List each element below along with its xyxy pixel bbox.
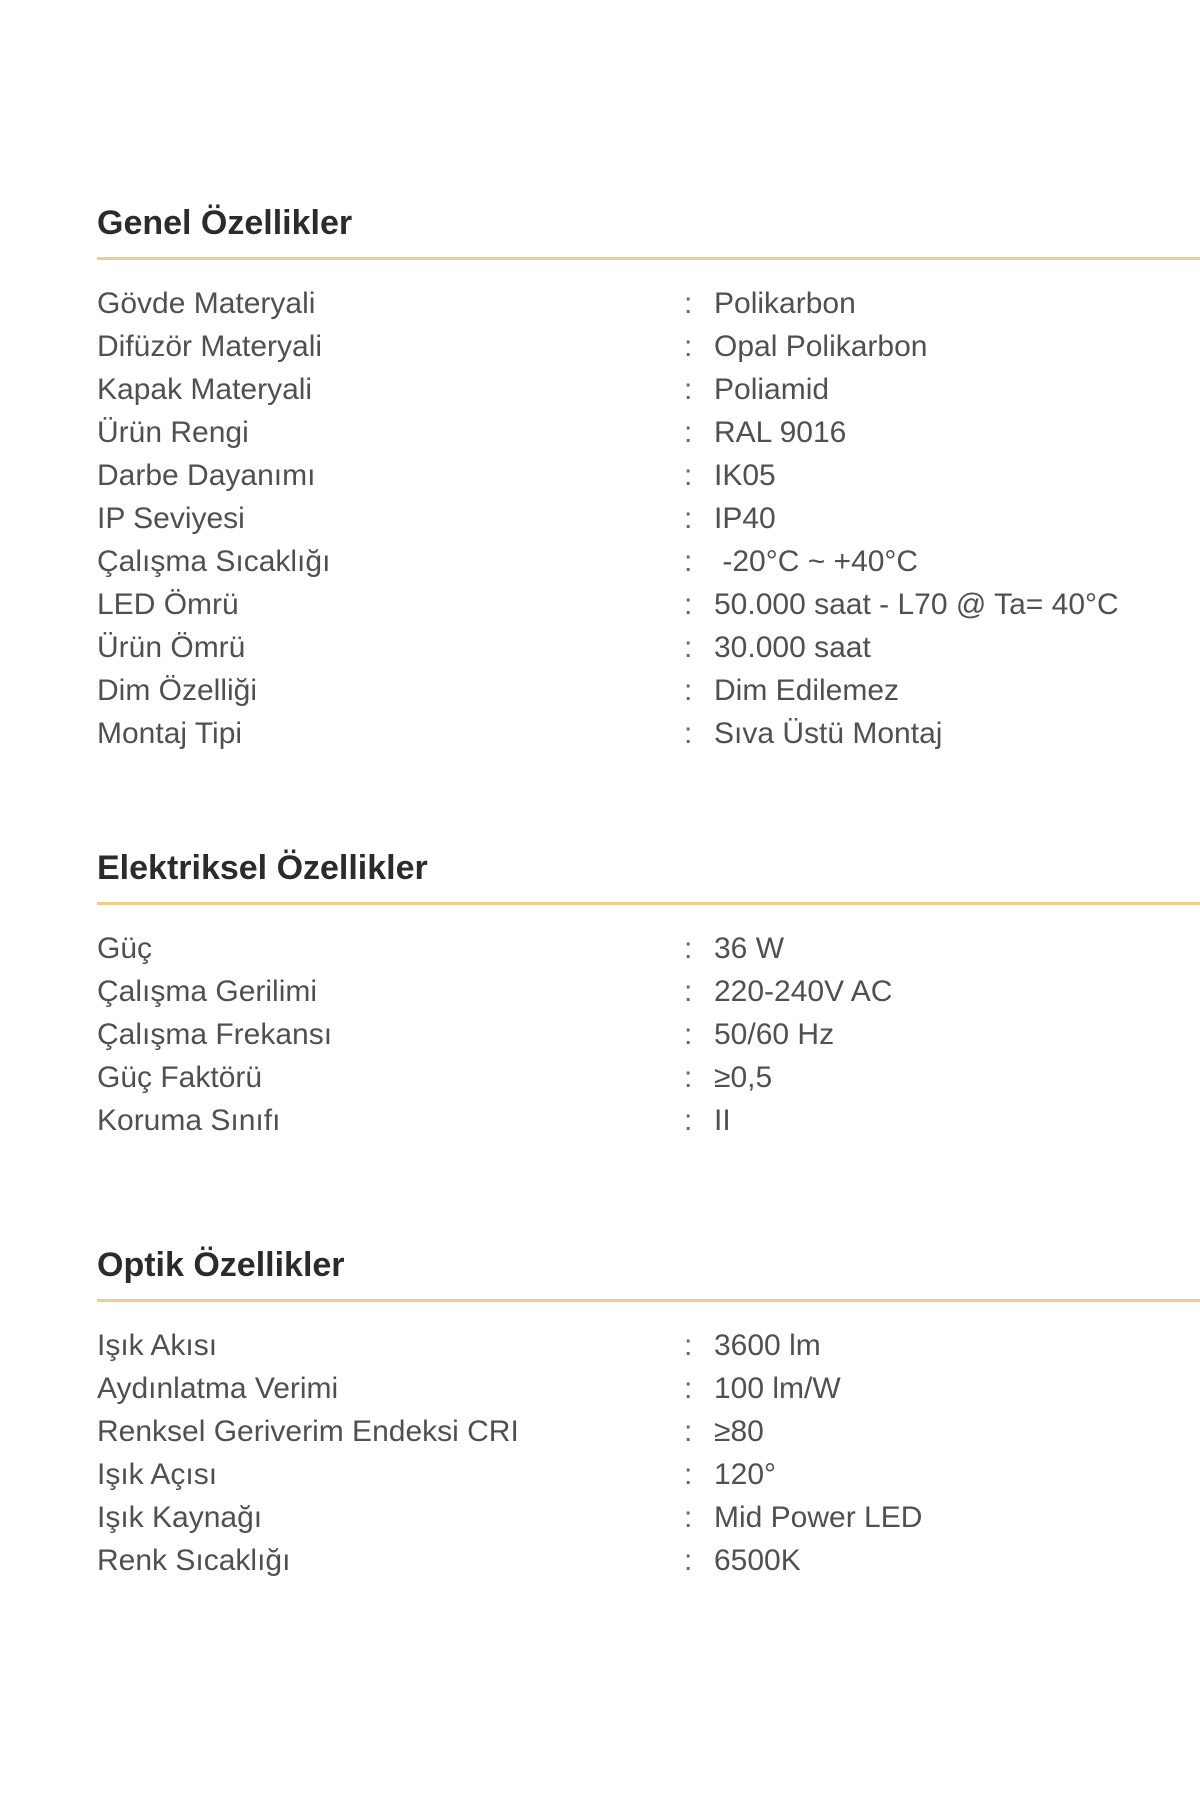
spec-separator: : xyxy=(684,1328,693,1362)
section-title: Elektriksel Özellikler xyxy=(97,849,428,887)
spec-row xyxy=(97,454,1200,497)
spec-value: 50/60 Hz xyxy=(714,1017,835,1051)
spec-value: Dim Edilemez xyxy=(714,673,900,707)
spec-value: ≥0,5 xyxy=(714,1060,773,1094)
spec-label: Güç Faktörü xyxy=(97,1060,263,1094)
spec-label: Çalışma Sıcaklığı xyxy=(97,544,331,578)
spec-separator: : xyxy=(684,1060,693,1094)
spec-label: Kapak Materyali xyxy=(97,372,313,406)
spec-value: 220-240V AC xyxy=(714,974,893,1008)
spec-label: Çalışma Gerilimi xyxy=(97,974,318,1008)
spec-row xyxy=(97,626,1200,669)
spec-label: Aydınlatma Verimi xyxy=(97,1371,339,1405)
spec-row xyxy=(97,497,1200,540)
spec-separator: : xyxy=(684,1543,693,1577)
spec-value: Opal Polikarbon xyxy=(714,329,928,363)
spec-separator: : xyxy=(684,931,693,965)
spec-label: Ürün Rengi xyxy=(97,415,249,449)
spec-label: Koruma Sınıfı xyxy=(97,1103,281,1137)
spec-row xyxy=(97,1056,1200,1099)
spec-separator: : xyxy=(684,286,693,320)
section-title: Optik Özellikler xyxy=(97,1246,345,1284)
spec-label: Işık Akısı xyxy=(97,1328,218,1362)
spec-row xyxy=(97,1324,1200,1367)
spec-row xyxy=(97,282,1200,325)
section-optical xyxy=(97,1242,1200,1582)
spec-separator: : xyxy=(684,1414,693,1448)
spec-separator: : xyxy=(684,329,693,363)
spec-row xyxy=(97,1453,1200,1496)
spec-row xyxy=(97,1410,1200,1453)
spec-row xyxy=(97,1099,1200,1142)
section-general xyxy=(97,200,1200,755)
spec-separator: : xyxy=(684,1371,693,1405)
spec-row xyxy=(97,368,1200,411)
spec-row xyxy=(97,1367,1200,1410)
spec-separator: : xyxy=(684,1457,693,1491)
spec-value: -20°C ~ +40°C xyxy=(714,544,919,578)
section-divider xyxy=(97,902,1200,905)
spec-value: 36 W xyxy=(714,931,785,965)
spec-separator: : xyxy=(684,544,693,578)
section-divider xyxy=(97,257,1200,260)
spec-separator: : xyxy=(684,501,693,535)
section-divider xyxy=(97,1299,1200,1302)
spec-separator: : xyxy=(684,372,693,406)
spec-label: Ürün Ömrü xyxy=(97,630,246,664)
spec-label: Difüzör Materyali xyxy=(97,329,323,363)
spec-value: Polikarbon xyxy=(714,286,856,320)
spec-row xyxy=(97,712,1200,755)
spec-value: 50.000 saat - L70 @ Ta= 40°C xyxy=(714,587,1119,621)
spec-label: Işık Açısı xyxy=(97,1457,218,1491)
spec-label: Dim Özelliği xyxy=(97,673,258,707)
spec-value: 100 lm/W xyxy=(714,1371,841,1405)
spec-row xyxy=(97,1496,1200,1539)
spec-value: IK05 xyxy=(714,458,776,492)
spec-label: Güç xyxy=(97,931,153,965)
spec-label: Çalışma Frekansı xyxy=(97,1017,333,1051)
spec-value: Poliamid xyxy=(714,372,830,406)
spec-value: RAL 9016 xyxy=(714,415,847,449)
spec-separator: : xyxy=(684,1103,693,1137)
spec-separator: : xyxy=(684,587,693,621)
spec-row xyxy=(97,970,1200,1013)
spec-label: Renksel Geriverim Endeksi CRI xyxy=(97,1414,519,1448)
spec-value: IP40 xyxy=(714,501,776,535)
spec-value: ≥80 xyxy=(714,1414,764,1448)
spec-separator: : xyxy=(684,630,693,664)
spec-value: 120° xyxy=(714,1457,777,1491)
spec-label: Işık Kaynağı xyxy=(97,1500,263,1534)
spec-row xyxy=(97,325,1200,368)
spec-separator: : xyxy=(684,415,693,449)
section-electrical xyxy=(97,845,1200,1142)
spec-separator: : xyxy=(684,1500,693,1534)
spec-row xyxy=(97,1013,1200,1056)
spec-separator: : xyxy=(684,458,693,492)
spec-separator: : xyxy=(684,716,693,750)
spec-row xyxy=(97,411,1200,454)
section-spacer xyxy=(97,755,1200,845)
spec-sheet xyxy=(97,200,1200,1582)
spec-label: Gövde Materyali xyxy=(97,286,316,320)
spec-row xyxy=(97,583,1200,626)
spec-value: II xyxy=(714,1103,731,1137)
section-title: Genel Özellikler xyxy=(97,204,353,242)
spec-row xyxy=(97,540,1200,583)
spec-label: Montaj Tipi xyxy=(97,716,243,750)
spec-separator: : xyxy=(684,974,693,1008)
spec-value: 3600 lm xyxy=(714,1328,821,1362)
spec-row xyxy=(97,1539,1200,1582)
spec-separator: : xyxy=(684,673,693,707)
spec-value: Mid Power LED xyxy=(714,1500,923,1534)
spec-row xyxy=(97,669,1200,712)
spec-label: Renk Sıcaklığı xyxy=(97,1543,291,1577)
spec-separator: : xyxy=(684,1017,693,1051)
spec-label: LED Ömrü xyxy=(97,587,239,621)
spec-row xyxy=(97,927,1200,970)
section-spacer xyxy=(97,1142,1200,1242)
spec-label: Darbe Dayanımı xyxy=(97,458,316,492)
spec-value: 6500K xyxy=(714,1543,801,1577)
spec-label: IP Seviyesi xyxy=(97,501,245,535)
spec-value: 30.000 saat xyxy=(714,630,871,664)
spec-value: Sıva Üstü Montaj xyxy=(714,716,943,750)
